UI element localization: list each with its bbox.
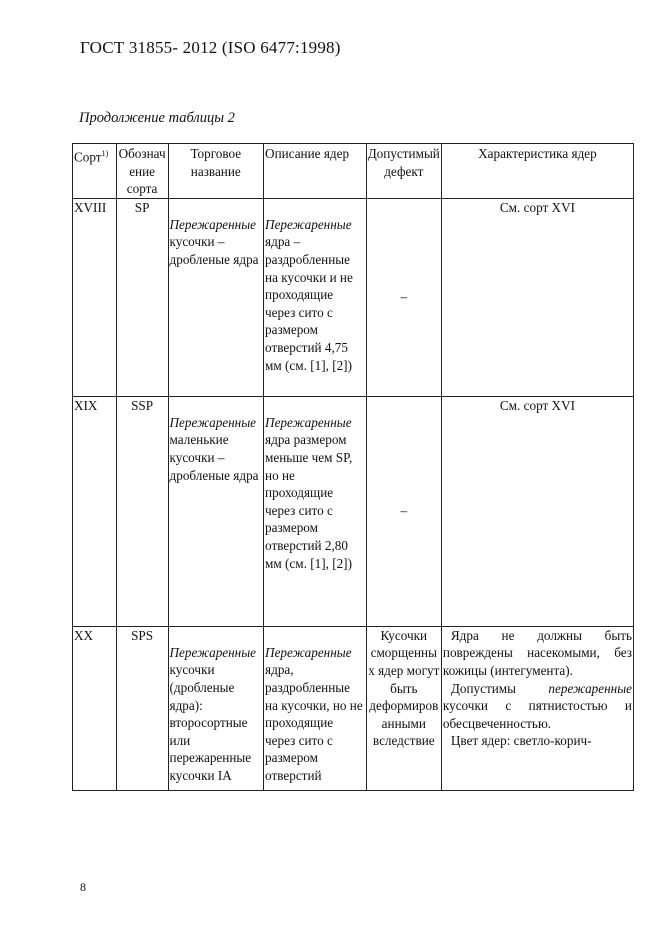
footnote-mark: 1)	[101, 149, 109, 158]
cell-allowed-defect: Кусочки сморщенных ядер могут быть деформированными вследствие	[366, 626, 441, 790]
cell-characteristic	[441, 626, 633, 790]
cell-description-italic: Пережаренные	[265, 216, 352, 232]
characteristic-para-2-italic: пережаренные	[548, 680, 632, 696]
cell-allowed-defect: –	[366, 396, 441, 626]
col-header-characteristic: Характеристика ядер	[441, 144, 633, 199]
table-row	[73, 198, 634, 396]
cell-trade-name	[168, 396, 264, 626]
cell-description-text: ядра размером меньше чем SP, но не проходящие через сито с размером отверстий 2,80 мм (см. [1], [2])	[265, 432, 353, 571]
cell-description	[264, 198, 367, 396]
cell-trade-name	[168, 626, 264, 790]
cell-code: SP	[116, 198, 168, 396]
cell-trade-name-text: кусочки (дробленые ядра): второсортные или пережаренные кусочки IA	[169, 662, 252, 783]
table-2	[72, 143, 634, 791]
page-number: 8	[80, 880, 86, 894]
document-header: ГОСТ 31855- 2012 (ISO 6477:1998)	[80, 38, 341, 57]
cell-trade-name-text: кусочки – дробленые ядра	[169, 234, 259, 267]
col-header-allowed-defect: Допустимый дефект	[366, 144, 441, 199]
cell-code: SPS	[116, 626, 168, 790]
col-header-grade: Сорт$^{1)}$	[73, 144, 117, 199]
cell-description-text: ядра, раздробленные на кусочки, но не проходящие через сито с размером отверстий	[265, 662, 363, 783]
cell-code: SSP	[116, 396, 168, 626]
table-row	[73, 626, 634, 790]
cell-allowed-defect: –	[366, 198, 441, 396]
table-header-row	[73, 144, 634, 199]
cell-trade-name-text: маленькие кусочки – дробленые ядра	[169, 432, 259, 483]
table-caption: Продолжение таблицы 2	[79, 110, 235, 126]
cell-characteristic: См. сорт XVI	[441, 198, 633, 396]
cell-description-text: ядра – раздробленные на кусочки и не проходящие через сито с размером отверстий 4,75 мм (см. [1], [2])	[265, 234, 353, 373]
col-header-code: Обозначение сорта	[116, 144, 168, 199]
cell-trade-name-italic: Пережаренные	[169, 644, 257, 660]
table-row	[73, 396, 634, 626]
characteristic-para-2	[443, 680, 632, 733]
cell-characteristic: См. сорт XVI	[441, 396, 633, 626]
cell-description-italic: Пережаренные	[265, 644, 352, 660]
cell-description	[264, 396, 367, 626]
cell-description	[264, 626, 367, 790]
cell-trade-name	[168, 198, 264, 396]
cell-trade-name-italic: Пережаренные	[169, 216, 257, 232]
cell-grade: XVIII	[73, 198, 117, 396]
cell-trade-name-italic: Пережаренные	[169, 414, 257, 430]
col-header-trade-name: Торговое название	[168, 144, 264, 199]
col-header-description: Описание ядер	[264, 144, 367, 199]
characteristic-para-1: Ядра не должны быть повреждены насекомыми, без кожицы (интегумента).	[442, 627, 632, 678]
characteristic-para-2-rest: кусочки с пятнистостью и обесцвеченностью.	[442, 698, 632, 731]
characteristic-para-2-start: Допустимы	[450, 680, 549, 696]
cell-description-italic: Пережаренные	[265, 414, 352, 430]
characteristic-para-3: Цвет ядер: светло-корич-	[450, 733, 592, 749]
cell-grade: XX	[73, 626, 117, 790]
cell-grade: XIX	[73, 396, 117, 626]
